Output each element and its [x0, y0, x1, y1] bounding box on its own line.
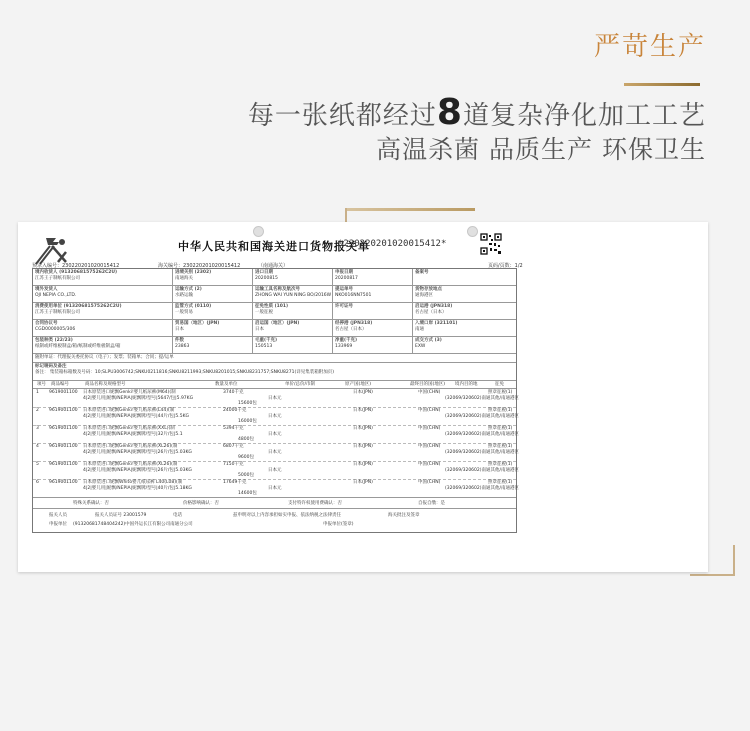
field-label: 运输方式 (2) [175, 287, 202, 292]
remark-label: 标记唛码及备注 [35, 364, 67, 369]
field-value: 一般贸易 [175, 309, 193, 315]
hs-code: 9619001100 [49, 480, 78, 485]
page-number: 页码/页数：1/2 [488, 263, 523, 269]
brand-divider [624, 83, 700, 86]
form-field [33, 269, 173, 285]
hs-code: 9619001100 [49, 444, 78, 449]
pre-entry-number: 预录入编号：230220201020015412 [32, 263, 120, 269]
field-label: 贸易国（地区）(JPN) [175, 321, 220, 326]
origin-country: 日本(JPN) [353, 408, 373, 413]
goods-column-header: 数量及单位 [215, 382, 238, 387]
item-number: 1 [36, 390, 39, 395]
special-relationship: 特殊关系确认：否 [73, 501, 109, 506]
field-value: 20200815 [255, 275, 278, 281]
field-label: 许可证号 [335, 304, 353, 309]
field-value: 20200817 [335, 275, 358, 281]
field-label: 征免性质 (101) [255, 304, 289, 309]
currency: 日本元 [268, 486, 282, 491]
footer-divider [33, 497, 516, 498]
product-spec: 4|2|婴儿用|妮飘/NEPIA|妮飘牌/型号|32片/包|5.1 [83, 432, 183, 437]
form-field [413, 269, 518, 285]
field-label: 消费使用单位 (91320681575262C2U) [35, 304, 122, 309]
form-field [173, 337, 253, 353]
goods-column-header: 单价/总价/币制 [285, 382, 316, 387]
royalty-confirmation: 支付特许权使用费确认：否 [288, 501, 342, 506]
field-label: 启运国（地区）(JPN) [255, 321, 300, 326]
destination-country: 中国(CHN) [418, 390, 441, 395]
tax-mode: 照章征税(1) [488, 480, 513, 485]
declaring-unit-label: 申报单位 [49, 522, 67, 527]
quantity-weight: 24000千克 [223, 408, 247, 413]
tax-mode: 照章征税(1) [488, 390, 513, 395]
form-field [333, 303, 413, 319]
self-declare: 自报自缴：是 [418, 501, 445, 506]
destination-country: 中国(CHN) [418, 480, 441, 485]
origin-country: 日本(JPN) [353, 480, 373, 485]
legal-statement: 兹申明对以上内容承担如实申报、依法纳税之法律责任 [233, 513, 341, 518]
field-value: CGD0000005/306 [35, 326, 76, 332]
field-label: 毛重(千克) [255, 338, 278, 343]
tax-mode: 照章征税(1) [488, 462, 513, 467]
field-label: 备案号 [415, 270, 429, 275]
item-number: 2 [36, 408, 39, 413]
domestic-destination: (32069/320602)南通其他/南通港区 [445, 432, 520, 437]
product-name: 日本原装进口妮飘Genki!婴儿纸尿裤(M64)(制 [83, 390, 176, 395]
goods-column-header: 境内目的地 [455, 382, 478, 387]
field-label: 提运单号 [335, 287, 353, 292]
product-spec: 4|2|婴儿用|妮飘/NEPIA|妮飘牌/型号|40片/包|5.18KG [83, 486, 192, 491]
quantity-weight: 7150千克 [223, 462, 244, 467]
customs-number: 海关编号：230220201020015412 [158, 263, 241, 269]
field-label: 监管方式 (0110) [175, 304, 212, 309]
form-field [253, 286, 333, 302]
currency: 日本元 [268, 414, 282, 419]
field-value: 水路运输 [175, 292, 193, 298]
decorative-frame-top [345, 208, 475, 211]
field-value: 一般征税 [255, 309, 273, 315]
domestic-destination: (32069/320602)南通其他/南通港区 [445, 468, 520, 473]
currency: 日本元 [268, 432, 282, 437]
field-label: 件数 [175, 338, 184, 343]
quantity-weight: 3740千克 [223, 390, 244, 395]
form-row [33, 286, 516, 303]
decorative-frame-bottom [690, 574, 735, 576]
field-value: 纸制或纤维板制盒/箱/纸制或纤维板制盒/箱 [35, 343, 121, 349]
tax-mode: 照章征税(1) [488, 408, 513, 413]
domestic-destination: (32069/320602)南通其他/南通港区 [445, 414, 520, 419]
qr-code-icon [480, 233, 502, 255]
domestic-destination: (32069/320602)南通其他/南通港区 [445, 450, 520, 455]
goods-column-header: 商品名称及规格型号 [85, 382, 126, 387]
product-spec: 4|2|婴儿用|妮飘/NEPIA|妮飘牌/型号|26片/包|5.03KG [83, 450, 192, 455]
quantity-packs: 14600包 [238, 491, 257, 496]
product-spec: 4|2|婴儿用|妮飘/NEPIA|妮飘牌/型号|5647/包|5.97KG [83, 396, 194, 401]
field-value: 南通 [415, 326, 424, 332]
tagline-line-2: 高温杀菌 品质生产 环保卫生 [376, 135, 706, 164]
product-name: 日本原装进口妮飘Genki!婴儿纸尿裤(XXL)(制 [83, 426, 175, 431]
decorative-frame-right [733, 545, 735, 575]
document-title: 中华人民共和国海关进口货物报关单 [178, 240, 370, 253]
currency: 日本元 [268, 468, 282, 473]
field-value: 通海港区 [415, 292, 433, 298]
form-field [33, 286, 173, 302]
item-number: 4 [36, 444, 39, 449]
goods-column-header: 原产国(地区) [345, 382, 372, 387]
customs-office: （南通海关） [258, 263, 289, 269]
field-value: 南通海关 [175, 275, 193, 281]
field-value: NKO016NN7501 [335, 292, 372, 298]
punch-hole [253, 226, 264, 237]
quantity-packs: 9600包 [238, 455, 254, 460]
destination-country: 中国(CHN) [418, 408, 441, 413]
footer-divider-2 [33, 508, 516, 509]
item-number: 6 [36, 480, 39, 485]
remark-text: 备注： 集装箱标箱数及号码：10;SLPU3006742;SNKU0211816;SNKU8211993;SNKU8201015;SNKU8231757;SNKU8271(详见集装箱附加页) [35, 369, 335, 375]
form-field [173, 286, 253, 302]
form-field [413, 303, 518, 319]
quantity-packs: 4800包 [238, 437, 254, 442]
field-value: 150513 [255, 343, 273, 349]
currency: 日本元 [268, 450, 282, 455]
customs-remarks-label: 海关批注及签章 [388, 513, 420, 518]
form-field [173, 303, 253, 319]
product-name: 日本原装进口妮飘Genki!婴儿纸尿裤(L44)(制 [83, 408, 175, 413]
unit-seal-label: 申报单位(签章) [323, 522, 354, 527]
field-value: 江苏王子制纸有限公司 [35, 309, 80, 315]
form-row [33, 337, 516, 354]
docs-row [33, 354, 516, 363]
field-label: 货物存放地点 [415, 287, 442, 292]
field-label: 成交方式 (3) [415, 338, 442, 343]
declaring-unit: (91320681748404242)中国外运长江有限公司南通分公司 [73, 522, 193, 527]
quantity-packs: 5000包 [238, 473, 254, 478]
quantity-weight: 17649千克 [223, 480, 247, 485]
product-name: 日本原装进口妮飘Whito婴儿纸尿裤 L40(L08)(制 [83, 480, 183, 485]
field-label: 入境口岸 (321101) [415, 321, 458, 326]
field-label: 包装种类 (22/23) [35, 338, 73, 343]
destination-country: 中国(CHN) [418, 444, 441, 449]
barcode-number: *230220201020015412* [338, 239, 447, 249]
field-value: 江苏王子制纸有限公司 [35, 275, 80, 281]
product-spec: 4|2|婴儿用|妮飘/NEPIA|妮飘牌/型号|26片/包|5.03KG [83, 468, 192, 473]
goods-column-header: 最终目的国(地区) [410, 382, 446, 387]
hs-code: 9619001100 [49, 408, 78, 413]
field-label: 境外发货人 [35, 287, 58, 292]
form-field [173, 320, 253, 336]
currency: 日本元 [268, 396, 282, 401]
quantity-packs: 15600包 [238, 401, 257, 406]
declarant-number: 报关人员证号 23001579 [95, 513, 147, 518]
form-field [333, 286, 413, 302]
form-field [413, 320, 518, 336]
decorative-frame-corner [345, 208, 347, 222]
punch-hole [467, 226, 478, 237]
field-label: 净重(千克) [335, 338, 358, 343]
field-value: 名古屋（日本） [415, 309, 447, 315]
origin-country: 日本(JPN) [353, 444, 373, 449]
form-field [413, 337, 518, 353]
field-label: 进口日期 [255, 270, 273, 275]
field-label: 启运港 (JPN318) [415, 304, 453, 309]
form-field [253, 269, 333, 285]
domestic-destination: (32069/320602)南通其他/南通港区 [445, 396, 520, 401]
form-field [253, 320, 333, 336]
phone-label: 电话 [173, 513, 182, 518]
goods-column-header: 项号 [37, 382, 46, 387]
field-label: 运输工具名称及航次号 [255, 287, 300, 292]
goods-column-header: 商品编号 [51, 382, 69, 387]
product-spec: 4|2|婴儿用|妮飘/NEPIA|妮飘牌/型号|44片/包|5.5KG [83, 414, 190, 419]
form-field [33, 320, 173, 336]
hs-code: 9619001100 [49, 390, 78, 395]
tax-mode: 照章征税(1) [488, 444, 513, 449]
form-field [173, 269, 253, 285]
origin-country: 日本(JPN) [353, 426, 373, 431]
attached-documents: 随附单证：代理报关委托协议（电子）；发票；装箱单；合同；提/运单 [35, 355, 174, 360]
declarant-label: 报关人员 [49, 513, 67, 518]
origin-country: 日本(JPN) [353, 390, 373, 395]
origin-country: 日本(JPN) [353, 462, 373, 467]
remark-row [33, 363, 516, 381]
customs-declaration-document [18, 222, 708, 572]
brand-title: 严苛生产 [593, 32, 706, 62]
quantity-weight: 6807千克 [223, 444, 244, 449]
form-field [33, 303, 173, 319]
field-label: 境内收货人 (91320681575262C2U) [35, 270, 118, 275]
field-label: 经停港 (JPN318) [335, 321, 373, 326]
form-row [33, 320, 516, 337]
field-label: 合同协议号 [35, 321, 58, 326]
hs-code: 9619001100 [49, 426, 78, 431]
domestic-destination: (32069/320602)南通其他/南通港区 [445, 486, 520, 491]
product-name: 日本原装进口妮飘Genki!婴儿纸尿裤(XL26)(制 [83, 462, 178, 467]
field-value: 日本 [255, 326, 264, 332]
tax-mode: 照章征税(1) [488, 426, 513, 431]
tagline-line-1: 每一张纸都经过8道复杂净化加工工艺 [247, 92, 706, 133]
form-field [333, 337, 413, 353]
field-label: 申报日期 [335, 270, 353, 275]
field-value: ZHONG WAI YUN NING BO/2016W [255, 292, 332, 298]
form-field [33, 337, 173, 353]
item-number: 3 [36, 426, 39, 431]
field-label: 进境关别 (2302) [175, 270, 212, 275]
field-value: 日本 [175, 326, 184, 332]
form-field [333, 320, 413, 336]
quantity-packs: 16000包 [238, 419, 257, 424]
form-field [253, 303, 333, 319]
goods-column-header: 征免 [495, 382, 504, 387]
price-influence: 价格影响确认：否 [183, 501, 219, 506]
form-field [333, 269, 413, 285]
field-value: 名古屋（日本） [335, 326, 367, 332]
field-value: EXW [415, 343, 426, 349]
destination-country: 中国(CHN) [418, 462, 441, 467]
goods-header-row [33, 381, 516, 389]
declaration-form [32, 268, 520, 533]
form-field [413, 286, 518, 302]
form-row [33, 303, 516, 320]
field-value: 133969 [335, 343, 353, 349]
field-value: OJI NEPIA CO.,LTD. [35, 292, 77, 298]
product-name: 日本原装进口妮飘Genki!婴儿纸尿裤(XL26)(制 [83, 444, 178, 449]
destination-country: 中国(CHN) [418, 426, 441, 431]
hs-code: 9619001100 [49, 462, 78, 467]
field-value: 23863 [175, 343, 190, 349]
item-number: 5 [36, 462, 39, 467]
quantity-weight: 5394千克 [223, 426, 244, 431]
form-field [253, 337, 333, 353]
form-row [33, 269, 516, 286]
